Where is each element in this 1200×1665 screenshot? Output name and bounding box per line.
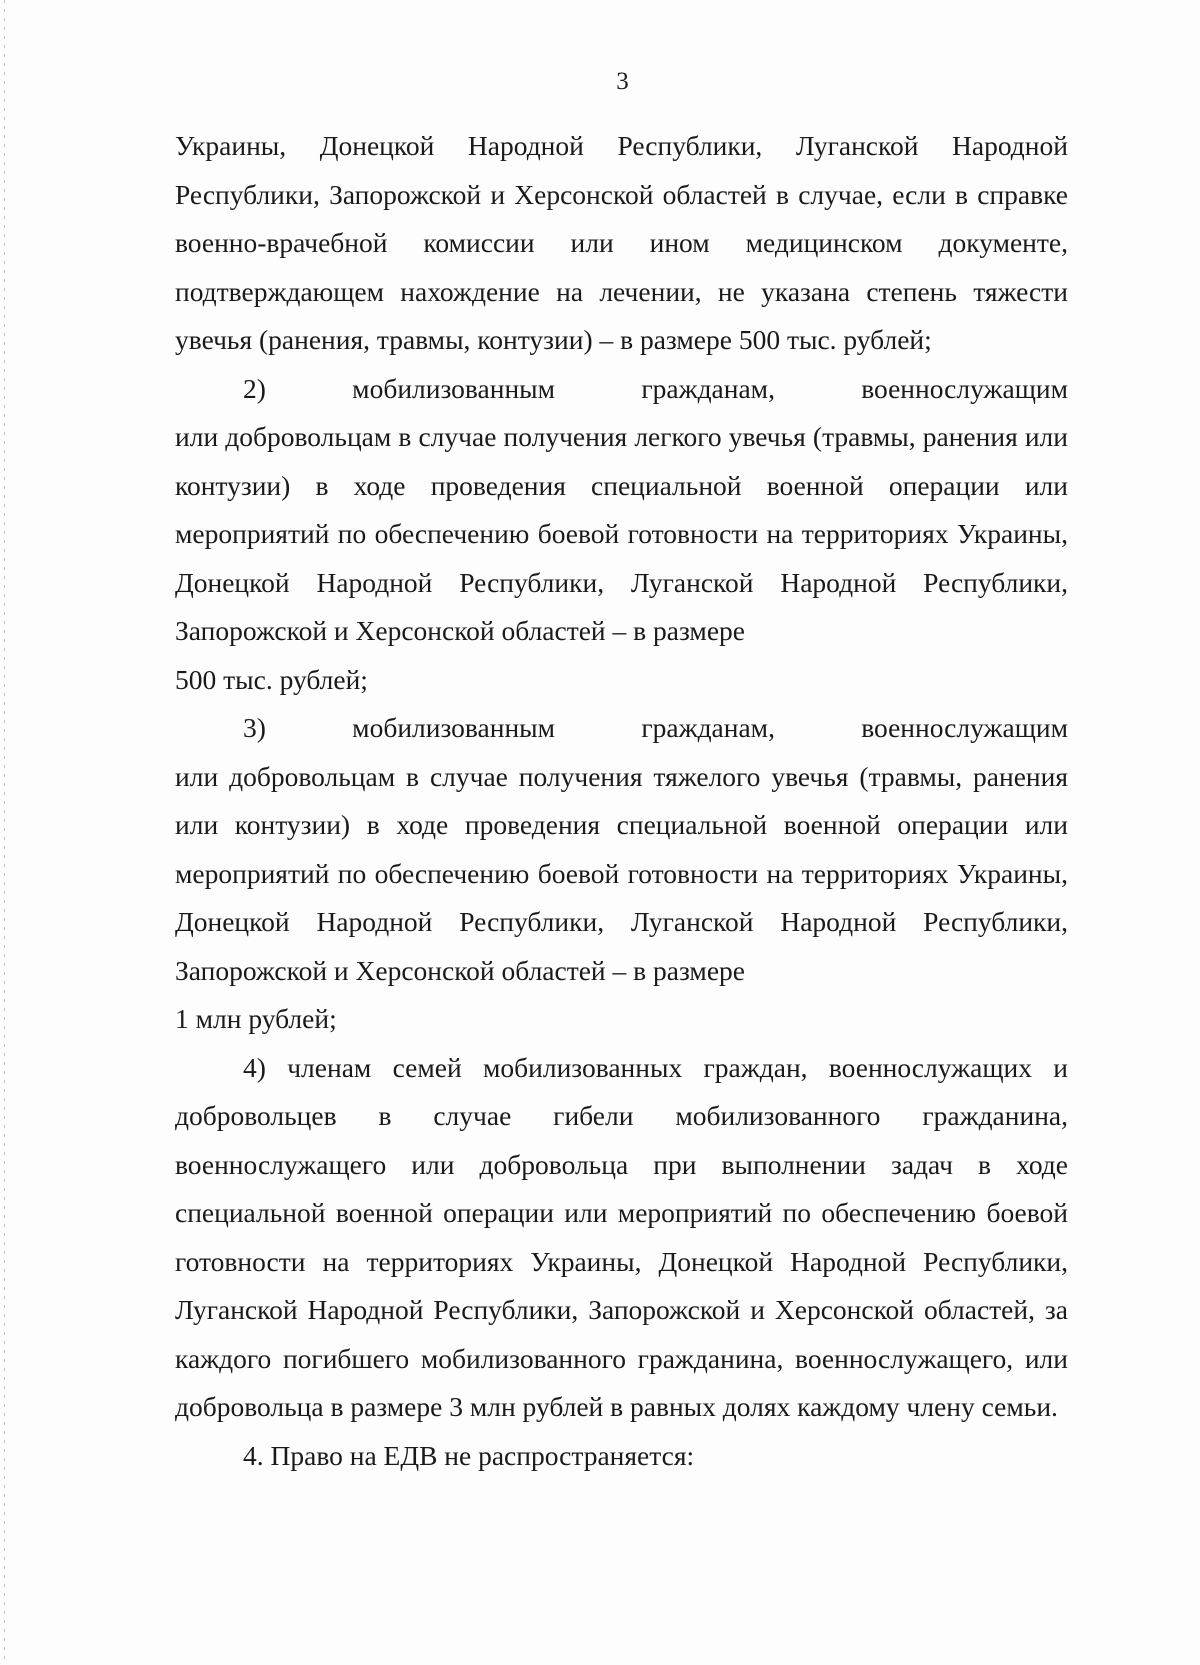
list-item-2-number: 2) (243, 372, 266, 404)
list-item-2 (175, 365, 1068, 705)
list-item-3 (175, 704, 1068, 1044)
list-item-2-word-2: гражданам, (641, 372, 775, 404)
list-item-2-last-line: 500 тыс. рублей; (175, 663, 368, 695)
list-item-3-first-line (175, 704, 1068, 753)
list-item-3-number: 3) (243, 712, 266, 743)
page-number: 3 (616, 68, 629, 95)
list-item-2-first-line (175, 365, 1068, 414)
list-item-3-last-line: 1 млн рублей; (175, 1003, 337, 1034)
continuation-paragraph: Украины, Донецкой Народной Республики, Луганской Народной Республики, Запорожской и Херсонской областей в случае, если в справке военно-врачебной комиссии или ином медицинском документе, подтверждающем нахождение на лечении, не указана степень тяжести увечья (ранения, травмы, контузии) – в размере 500 тыс. рублей; (175, 130, 1068, 355)
list-item-4: 4) членам семей мобилизованных граждан, военнослужащих и добровольцев в случае гибели мобилизованного гражданина, военнослужащего или добровольца при выполнении задач в ходе специальной военной операции или мероприятий по обеспечению боевой готовности на территориях Украины, Донецкой Народной Республики, Луганской Народной Республики, Запорожской и Херсонской областей, за каждого погибшего мобилизованного гражданина, военнослужащего, или добровольца в размере 3 млн рублей в равных долях каждому члену семьи. (175, 1051, 1068, 1422)
list-item-2-text: или добровольцам в случае получения легкого увечья (травмы, ранения или контузии) в ходе проведения специальной военной операции или мероприятий по обеспечению боевой готовности на территориях Украины, Донецкой Народной Республики, Луганской Народной Республики, Запорожской и Херсонской областей – в размере (175, 421, 1068, 646)
list-item-3-text: или добровольцам в случае получения тяжелого увечья (травмы, ранения или контузии) в ходе проведения специальной военной операции или мероприятий по обеспечению боевой готовности на территориях Украины, Донецкой Народной Республики, Луганской Народной Республики, Запорожской и Херсонской областей – в размере (175, 760, 1068, 986)
scan-edge-mark (4, 0, 5, 1665)
list-item-3-word-1: мобилизованным (352, 712, 556, 743)
list-item-3-word-2: гражданам, (641, 712, 775, 743)
section-4-heading: 4. Право на ЕДВ не распространяется: (243, 1439, 695, 1471)
document-body (175, 122, 1068, 1480)
list-item-2-word-3: военнослужащим (861, 372, 1068, 404)
list-item-2-word-1: мобилизованным (352, 372, 556, 404)
list-item-3-word-3: военнослужащим (861, 712, 1068, 743)
